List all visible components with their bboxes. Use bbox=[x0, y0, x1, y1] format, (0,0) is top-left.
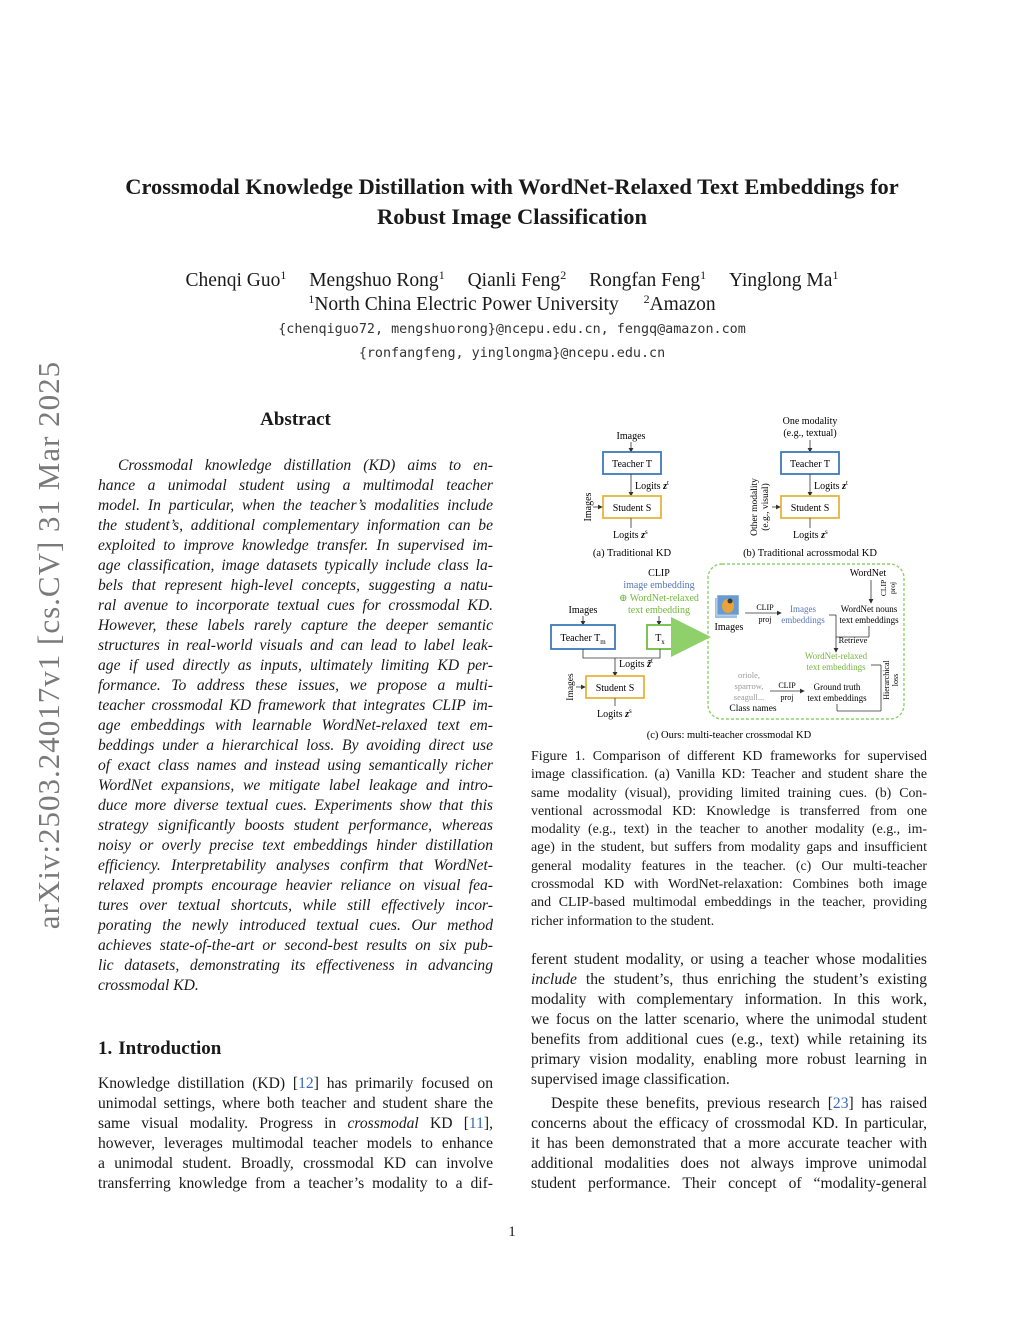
text-line: formance. To address these issues, we propose a multi- bbox=[98, 677, 493, 694]
text-line bbox=[531, 1050, 927, 1070]
figure-1-diagram bbox=[531, 410, 927, 742]
panel-c bbox=[551, 564, 904, 741]
text-span: include bbox=[531, 971, 577, 988]
label-wordnet-relaxed: ⊕ WordNet-relaxed bbox=[619, 593, 699, 604]
right-column-body bbox=[531, 950, 927, 1194]
affiliation-list bbox=[60, 293, 964, 317]
label-ground-truth-1: Ground truth bbox=[813, 682, 861, 692]
title-line-1: Crossmodal Knowledge Distillation with WordNet-Relaxed Text Embeddings for bbox=[125, 174, 899, 199]
text-span: modality with complementary information. In this work, bbox=[531, 991, 927, 1008]
label-loss: loss bbox=[891, 673, 900, 687]
figure-1-caption bbox=[531, 748, 927, 931]
email-line-2: {ronfangfeng, yinglongma}@ncepu.edu.cn bbox=[358, 346, 666, 361]
label-images: Images bbox=[616, 431, 646, 442]
text-line: porating the newly introduced textual cues. Our method bbox=[98, 917, 493, 934]
text-span: unimodal settings, where both teacher and student share the bbox=[98, 1095, 493, 1112]
text-line bbox=[531, 1010, 927, 1030]
label-wnr-2: text embeddings bbox=[806, 662, 866, 672]
caption-b: (b) Traditional acrossmodal KD bbox=[743, 548, 877, 559]
label-class-names: Class names bbox=[729, 704, 777, 714]
text-line: WordNet expansions, we mitigate label leakage and intro- bbox=[98, 777, 493, 794]
label-student: Student S bbox=[612, 503, 652, 514]
text-line: ventional acrossmodal KD: Knowledge is transferred from one bbox=[531, 803, 927, 819]
text-span: ], bbox=[483, 1115, 493, 1132]
label-clip: CLIP bbox=[648, 568, 670, 579]
text-span: student performance. Their concept of “modality-general bbox=[531, 1175, 927, 1192]
text-line: age) in the student, but suffers from modality gaps and insufficient bbox=[531, 840, 927, 856]
label-teacher-x: $T_x$ bbox=[655, 633, 665, 646]
text-line: and CLIP-based multimodal embeddings in the teacher, providing bbox=[531, 895, 927, 911]
text-line: age classification, image datasets typically include class la- bbox=[98, 557, 493, 574]
label-clip-proj-a: CLIP bbox=[756, 603, 774, 612]
label-eg-textual: (e.g., textual) bbox=[783, 428, 837, 439]
text-line: efficiency. Interpretability analyses confirm that WordNet- bbox=[98, 857, 493, 874]
affiliation: $^2$Amazon bbox=[643, 292, 716, 315]
text-span: however, leverages multimodal teacher models to enhance bbox=[98, 1135, 493, 1152]
citation-link[interactable]: 23 bbox=[832, 1095, 849, 1112]
text-line bbox=[531, 1154, 927, 1174]
text-line bbox=[98, 1174, 493, 1194]
email-line-1: {chenqiguo72, mengshuorong}@ncepu.edu.cn, fengq@amazon.com bbox=[278, 322, 746, 337]
text-line bbox=[98, 1094, 493, 1114]
label-logits-student: Logits $z^s$ bbox=[613, 528, 648, 541]
figure-1 bbox=[531, 410, 927, 742]
label-hierarchical: Hierarchical bbox=[882, 660, 891, 700]
label-ground-truth-2: text embeddings bbox=[807, 693, 867, 703]
text-line: age embeddings with learnable WordNet-relaxed text em- bbox=[98, 717, 493, 734]
affiliation: $^1$North China Electric Power University bbox=[308, 292, 619, 315]
text-line bbox=[531, 1094, 927, 1114]
label-logits-student: Logits $z^s$ bbox=[597, 707, 632, 720]
label-clip-v: CLIP bbox=[879, 579, 888, 597]
label-wnr-1: WordNet-relaxed bbox=[804, 651, 868, 661]
panel-b bbox=[743, 416, 877, 559]
author: Chenqi Guo$^1$ bbox=[185, 268, 287, 291]
label-teacher-m: Teacher $T_m$ bbox=[560, 633, 606, 646]
section-heading-introduction bbox=[98, 1038, 221, 1060]
label-images: Images bbox=[568, 605, 598, 616]
label-other-modality: Other modality bbox=[750, 478, 760, 536]
label-student: Student S bbox=[790, 503, 830, 514]
author: Qianli Feng$^2$ bbox=[467, 268, 567, 291]
text-span: Knowledge distillation (KD) [ bbox=[98, 1075, 299, 1092]
label-wordnet-nouns-2: text embeddings bbox=[839, 615, 899, 625]
text-span: ] has primarily focused on bbox=[313, 1075, 493, 1092]
label-proj-b: proj bbox=[780, 693, 794, 702]
author: Rongfan Feng$^1$ bbox=[589, 268, 707, 291]
text-span: concerns about the efficacy of crossmodal KD. In particular, bbox=[531, 1115, 927, 1132]
text-span: crossmodal bbox=[347, 1115, 419, 1132]
author: Yinglong Ma$^1$ bbox=[728, 268, 839, 291]
text-span: primary vision modality, enabling more robust learning in bbox=[531, 1051, 927, 1068]
text-line bbox=[98, 1114, 493, 1134]
text-line: model. In particular, when the teacher’s modalities include bbox=[98, 497, 493, 514]
text-span: benefits from additional cues (e.g., text) while retaining its bbox=[531, 1031, 927, 1048]
text-line: achieves state-of-the-art or second-best results on six pub- bbox=[98, 937, 493, 954]
label-sparrow: sparrow, bbox=[734, 681, 764, 691]
text-line bbox=[531, 1114, 927, 1134]
text-line: teacher crossmodal KD framework that integrates CLIP im- bbox=[98, 697, 493, 714]
label-teacher: Teacher T bbox=[790, 459, 830, 470]
abstract-body bbox=[98, 456, 493, 996]
text-line bbox=[98, 1074, 493, 1094]
label-text-embedding: text embedding bbox=[628, 605, 690, 616]
text-line: exploited to improve knowledge transfer. In supervised im- bbox=[98, 537, 493, 554]
citation-link[interactable]: 11 bbox=[468, 1115, 484, 1132]
text-span: KD [ bbox=[418, 1115, 469, 1132]
text-line: same modality (visual), providing limited training cues. (b) Con- bbox=[531, 785, 927, 801]
text-line: richer information to the student. bbox=[531, 913, 715, 929]
text-line: strategy significantly boosts student performance, whereas bbox=[98, 817, 493, 834]
bird-image-icon bbox=[715, 595, 739, 618]
text-line bbox=[531, 1030, 927, 1050]
label-one-modality: One modality bbox=[782, 416, 838, 427]
text-span: a unimodal student. Broadly, crossmodal KD can involve bbox=[98, 1155, 493, 1172]
text-span: Despite these benefits, previous research [ bbox=[551, 1095, 833, 1112]
label-student: Student S bbox=[595, 683, 635, 694]
label-proj-a: proj bbox=[758, 615, 772, 624]
label-eg-visual: (e.g., visual) bbox=[761, 483, 771, 531]
label-clip-b: CLIP bbox=[778, 681, 796, 690]
text-line bbox=[531, 1134, 927, 1154]
text-span: same visual modality. Progress in bbox=[98, 1115, 348, 1132]
text-line: Crossmodal knowledge distillation (KD) aims to en- bbox=[118, 457, 493, 474]
text-span: supervised image classification. bbox=[531, 1071, 730, 1088]
label-images-emb-1: Images bbox=[790, 604, 816, 614]
label-images-emb-2: embeddings bbox=[781, 615, 825, 625]
paragraph bbox=[531, 950, 927, 1090]
text-line bbox=[531, 1070, 927, 1090]
text-line bbox=[98, 1134, 493, 1154]
text-line bbox=[531, 970, 927, 990]
label-logits-teacher: Logits $z^t$ bbox=[635, 479, 669, 492]
author-list bbox=[60, 269, 964, 293]
citation-link[interactable]: 12 bbox=[298, 1075, 314, 1092]
text-line: modality (e.g., text) in the teacher to another modality (e.g., im- bbox=[531, 822, 927, 838]
text-line: beddings under a hierarchical loss. By avoiding direct use bbox=[98, 737, 493, 754]
label-side-images: Images bbox=[583, 492, 594, 522]
label-proj-v: proj bbox=[888, 581, 897, 595]
text-line: ral avenue to incorporate textual cues for crossmodal KD. bbox=[98, 597, 493, 614]
label-logits-teacher: Logits $z^t$ bbox=[814, 479, 848, 492]
text-line: crossmodal KD. bbox=[98, 977, 199, 994]
section-title: Introduction bbox=[118, 1038, 222, 1059]
text-line: bels that represent high-level concepts, suggesting a natu- bbox=[98, 577, 493, 594]
text-line: relaxed prompts encourage heavier reliance on visual fea- bbox=[98, 877, 493, 894]
section-number: 1. bbox=[98, 1038, 113, 1059]
text-line: noisy or overly precise text embeddings hinder distillation bbox=[98, 837, 493, 854]
text-line: duce more diverse textual cues. Experiments show that this bbox=[98, 797, 493, 814]
text-span: the student’s, thus enriching the student’s existing bbox=[576, 971, 927, 988]
text-line: tures over textual shortcuts, while still effectively incor- bbox=[98, 897, 493, 914]
text-span: ] has raised bbox=[848, 1095, 927, 1112]
author: Mengshuo Rong$^1$ bbox=[309, 268, 445, 291]
text-line: age if used directly as inputs, ultimately limiting KD per- bbox=[98, 657, 493, 674]
text-span: transferring knowledge from a teacher’s modality to a dif- bbox=[98, 1175, 493, 1192]
label-box-images: Images bbox=[714, 622, 744, 633]
label-retrieve: Retrieve bbox=[838, 635, 868, 645]
title-line-2: Robust Image Classification bbox=[376, 204, 647, 229]
caption-a: (a) Traditional KD bbox=[592, 548, 672, 559]
text-line bbox=[98, 1154, 493, 1174]
text-line: general modality features in the teacher. (c) Our multi-teacher bbox=[531, 858, 927, 874]
text-line: Figure 1. Comparison of different KD frameworks for supervised bbox=[531, 749, 927, 764]
label-side-images: Images bbox=[566, 673, 576, 701]
label-wordnet-nouns-1: WordNet nouns bbox=[840, 604, 898, 614]
text-span: it has been demonstrated that a more accurate teacher with bbox=[531, 1135, 927, 1152]
text-line: the student’s, additional complementary information can be bbox=[98, 517, 493, 534]
arxiv-identifier: arXiv:2503.24017v1 [cs.CV] 31 Mar 2025 bbox=[31, 360, 66, 930]
text-line: lic datasets, demonstrating its effectiveness in advancing bbox=[98, 957, 493, 974]
text-line: structures in real-world visuals and can lead to label leak- bbox=[98, 637, 493, 654]
label-seagull: seagull... bbox=[733, 692, 765, 702]
text-line bbox=[531, 950, 927, 970]
page-number: 1 bbox=[508, 1224, 516, 1240]
introduction-body bbox=[98, 1074, 493, 1194]
label-oriole: oriole, bbox=[738, 670, 760, 680]
text-span: ferent student modality, or using a teacher whose modalities bbox=[531, 951, 927, 968]
panel-a bbox=[583, 431, 671, 559]
text-line: crossmodal KD with WordNet-relaxation: Combines both image bbox=[531, 877, 927, 893]
abstract-heading: Abstract bbox=[260, 409, 331, 430]
paragraph bbox=[531, 1094, 927, 1194]
label-teacher: Teacher T bbox=[612, 459, 652, 470]
text-span: additional modalities does not always improve unimodal bbox=[531, 1155, 927, 1172]
text-span: we focus on the latter scenario, where the unimodal student bbox=[531, 1011, 927, 1028]
label-wordnet: WordNet bbox=[849, 568, 887, 579]
paper-title bbox=[60, 172, 964, 232]
text-line bbox=[531, 1174, 927, 1194]
text-line: hance a unimodal student using a multimodal teacher bbox=[98, 477, 493, 494]
text-line: of exact class names and instead using semantically richer bbox=[98, 757, 493, 774]
text-line: image classification. (a) Vanilla KD: Teacher and student share the bbox=[531, 767, 927, 783]
caption-c: (c) Ours: multi-teacher crossmodal KD bbox=[646, 730, 812, 741]
text-line bbox=[531, 990, 927, 1010]
label-logits-student: Logits $z^s$ bbox=[793, 528, 828, 541]
label-logits: Logits z̃$^t$ bbox=[619, 657, 653, 670]
label-image-embedding: image embedding bbox=[623, 580, 695, 591]
text-line: However, these labels rarely capture the deeper semantic bbox=[98, 617, 493, 634]
